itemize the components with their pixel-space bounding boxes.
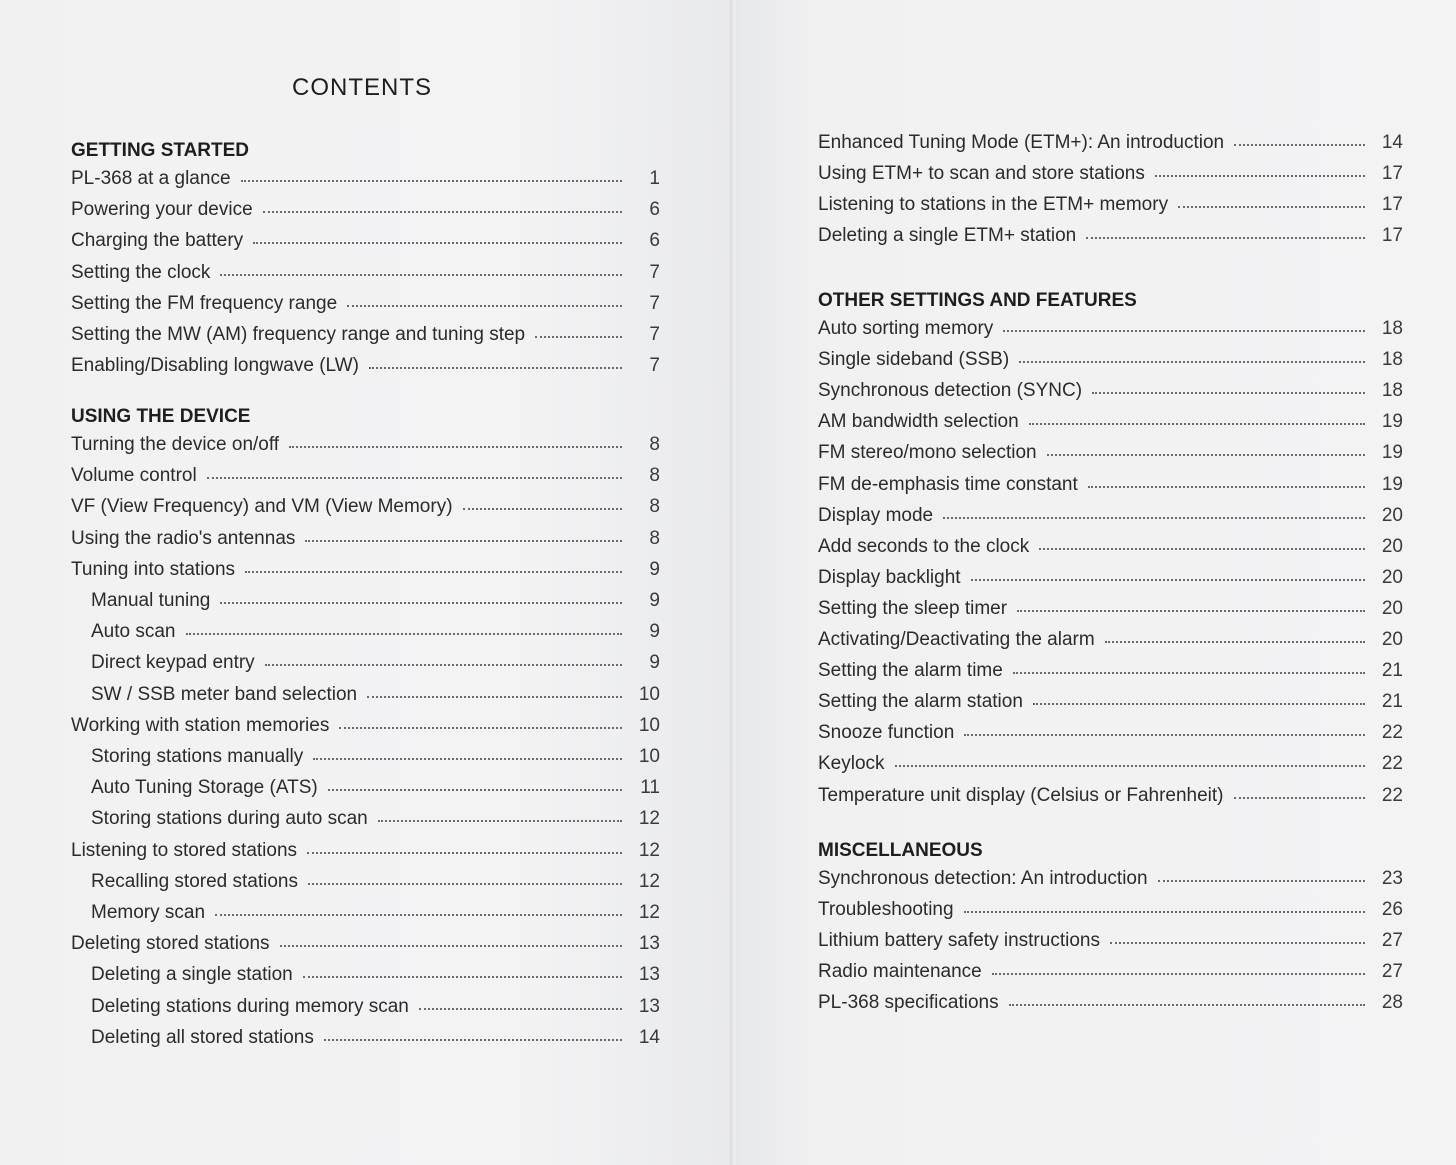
toc-entry[interactable] xyxy=(818,567,1403,595)
dot-leader xyxy=(313,756,622,760)
toc-entry-title: Setting the FM frequency range xyxy=(71,292,338,314)
toc-entry-title: Display mode xyxy=(818,504,934,526)
toc-page-number: 12 xyxy=(638,808,660,830)
toc-page-number: 19 xyxy=(1381,473,1403,495)
toc-page-number: 9 xyxy=(649,652,660,674)
toc-page-number: 20 xyxy=(1381,566,1403,588)
toc-page-number: 14 xyxy=(1381,132,1403,153)
toc-page-number: 12 xyxy=(638,902,660,923)
dot-leader xyxy=(289,444,622,448)
section-heading: OTHER SETTINGS AND FEATURES xyxy=(818,290,1137,311)
toc-entry[interactable] xyxy=(818,629,1403,657)
section-heading: MISCELLANEOUS xyxy=(818,840,983,861)
toc-page-number: 14 xyxy=(638,1026,660,1048)
toc-entry-title: SW / SSB meter band selection xyxy=(91,683,358,705)
toc-page-number: 8 xyxy=(649,527,660,549)
dot-leader xyxy=(1155,173,1365,177)
dot-leader xyxy=(265,662,622,666)
toc-entry[interactable] xyxy=(91,964,660,992)
toc-entry-title: Auto sorting memory xyxy=(818,318,994,339)
dot-leader xyxy=(1178,204,1365,208)
dot-leader xyxy=(1003,328,1365,332)
toc-entry[interactable] xyxy=(818,194,1403,222)
dot-leader xyxy=(1105,639,1365,643)
dot-leader xyxy=(207,475,622,479)
toc-entry[interactable] xyxy=(818,163,1403,191)
toc-page-number: 20 xyxy=(1381,629,1403,650)
dot-leader xyxy=(215,912,622,916)
toc-entry[interactable] xyxy=(71,230,660,258)
toc-page-number: 17 xyxy=(1381,194,1403,216)
toc-page-number: 8 xyxy=(649,434,660,455)
dot-leader xyxy=(241,178,622,182)
dot-leader xyxy=(1110,940,1365,944)
toc-entry-title: Storing stations during auto scan xyxy=(91,808,368,830)
toc-entry-title: Powering your device xyxy=(71,199,253,221)
toc-page-number: 13 xyxy=(638,933,660,955)
toc-entry-title: Deleting a single station xyxy=(91,964,293,986)
toc-entry[interactable] xyxy=(818,753,1403,781)
toc-entry-title: VF (View Frequency) and VM (View Memory) xyxy=(71,496,453,518)
toc-entry[interactable] xyxy=(818,442,1403,470)
toc-entry-title: Listening to stored stations xyxy=(71,839,298,861)
toc-page-number: 8 xyxy=(649,496,660,518)
toc-page-number: 7 xyxy=(649,324,660,345)
dot-leader xyxy=(339,725,622,729)
toc-page-number: 26 xyxy=(1381,899,1403,921)
dot-leader xyxy=(1234,795,1365,799)
dot-leader xyxy=(253,240,622,244)
toc-entry[interactable] xyxy=(91,902,660,930)
dot-leader xyxy=(1039,546,1365,550)
section-heading: USING THE DEVICE xyxy=(71,406,251,427)
toc-entry[interactable] xyxy=(818,411,1403,439)
toc-entry-title: Setting the sleep timer xyxy=(818,597,1008,619)
toc-entry-title: Auto Tuning Storage (ATS) xyxy=(91,777,318,799)
toc-entry[interactable] xyxy=(71,168,660,196)
toc-page-number: 17 xyxy=(1381,163,1403,185)
dot-leader xyxy=(992,971,1365,975)
toc-page-number: 1 xyxy=(649,168,660,189)
toc-entry[interactable] xyxy=(91,652,660,680)
toc-page-number: 9 xyxy=(649,590,660,611)
toc-entry-title: Display backlight xyxy=(818,566,961,588)
dot-leader xyxy=(1013,670,1365,674)
toc-page-number: 13 xyxy=(638,964,660,986)
toc-entry-title: Enabling/Disabling longwave (LW) xyxy=(71,355,359,377)
toc-page-number: 19 xyxy=(1381,442,1403,464)
toc-entry-title: Setting the alarm time xyxy=(818,660,1003,682)
toc-entry[interactable] xyxy=(818,992,1403,1020)
dot-leader xyxy=(303,974,622,978)
dot-leader xyxy=(1234,142,1365,146)
toc-entry[interactable] xyxy=(71,465,660,493)
toc-entry[interactable] xyxy=(91,808,660,836)
dot-leader xyxy=(378,818,622,822)
dot-leader xyxy=(186,631,623,635)
toc-page-number: 18 xyxy=(1381,318,1403,339)
toc-page-number: 10 xyxy=(638,683,660,705)
toc-entry-title: Deleting stations during memory scan xyxy=(91,995,409,1017)
toc-entry-title: Troubleshooting xyxy=(818,899,954,921)
toc-entry[interactable] xyxy=(818,691,1403,719)
toc-page-number: 27 xyxy=(1381,930,1403,952)
toc-page-number: 22 xyxy=(1381,784,1403,806)
toc-entry-title: Add seconds to the clock xyxy=(818,535,1030,557)
toc-entry-title: Volume control xyxy=(71,465,197,487)
toc-page-number: 7 xyxy=(649,261,660,283)
toc-entry-title: Setting the clock xyxy=(71,261,211,283)
toc-entry[interactable] xyxy=(71,324,660,352)
toc-entry[interactable] xyxy=(818,474,1403,502)
toc-entry[interactable] xyxy=(818,225,1403,253)
dot-leader xyxy=(535,334,622,338)
toc-entry-title: Deleting a single ETM+ station xyxy=(818,225,1077,247)
dot-leader xyxy=(1047,452,1365,456)
toc-page-number: 11 xyxy=(640,777,660,799)
toc-entry[interactable] xyxy=(818,899,1403,927)
toc-page-number: 10 xyxy=(638,746,660,767)
dot-leader xyxy=(419,1006,622,1010)
toc-entry[interactable] xyxy=(91,746,660,774)
dot-leader xyxy=(971,577,1365,581)
toc-page-number: 7 xyxy=(649,355,660,377)
toc-entry-title: Working with station memories xyxy=(71,714,330,736)
dot-leader xyxy=(1088,484,1365,488)
dot-leader xyxy=(463,506,622,510)
toc-entry-title: Setting the alarm station xyxy=(818,691,1023,713)
toc-entry[interactable] xyxy=(818,318,1403,346)
toc-entry[interactable] xyxy=(71,933,660,961)
dot-leader xyxy=(1019,359,1365,363)
dot-leader xyxy=(263,209,622,213)
dot-leader xyxy=(220,600,622,604)
toc-entry-title: Deleting stored stations xyxy=(71,933,270,955)
right-page xyxy=(738,0,1456,1165)
toc-page-number: 28 xyxy=(1381,992,1403,1014)
toc-entry-title: Lithium battery safety instructions xyxy=(818,930,1100,952)
toc-entry[interactable] xyxy=(818,598,1403,626)
dot-leader xyxy=(964,732,1365,736)
toc-entry[interactable] xyxy=(818,349,1403,377)
toc-page-number: 9 xyxy=(649,621,660,643)
toc-entry-title: Manual tuning xyxy=(91,590,211,611)
toc-page-number: 22 xyxy=(1381,753,1403,775)
dot-leader xyxy=(895,763,1365,767)
toc-page-number: 19 xyxy=(1381,411,1403,433)
toc-entry-title: Auto scan xyxy=(91,621,176,643)
toc-page-number: 20 xyxy=(1381,535,1403,557)
toc-page-number: 18 xyxy=(1381,349,1403,371)
toc-page-number: 6 xyxy=(649,199,660,221)
dot-leader xyxy=(964,909,1365,913)
dot-leader xyxy=(367,694,622,698)
toc-entry[interactable] xyxy=(91,1027,660,1055)
page-title: CONTENTS xyxy=(292,74,432,101)
toc-entry-title: Temperature unit display (Celsius or Fahrenheit) xyxy=(818,784,1224,806)
toc-entry[interactable] xyxy=(71,434,660,462)
dot-leader xyxy=(1158,878,1365,882)
dot-leader xyxy=(347,303,622,307)
dot-leader xyxy=(220,272,622,276)
toc-entry[interactable] xyxy=(91,996,660,1024)
dot-leader xyxy=(1033,701,1365,705)
toc-page-number: 8 xyxy=(649,465,660,487)
dot-leader xyxy=(1086,235,1365,239)
toc-entry[interactable] xyxy=(91,871,660,899)
section-heading: GETTING STARTED xyxy=(71,140,250,161)
toc-entry-title: Listening to stations in the ETM+ memory xyxy=(818,194,1169,216)
toc-page-number: 13 xyxy=(638,995,660,1017)
toc-page-number: 7 xyxy=(649,292,660,314)
toc-entry-title: FM stereo/mono selection xyxy=(818,442,1037,464)
toc-entry-title: Using ETM+ to scan and store stations xyxy=(818,163,1145,185)
toc-entry[interactable] xyxy=(71,293,660,321)
toc-entry[interactable] xyxy=(71,262,660,290)
toc-page-number: 17 xyxy=(1381,225,1403,247)
toc-entry[interactable] xyxy=(818,132,1403,160)
toc-entry[interactable] xyxy=(71,528,660,556)
toc-entry[interactable] xyxy=(818,505,1403,533)
toc-entry[interactable] xyxy=(91,621,660,649)
toc-entry-title: Radio maintenance xyxy=(818,961,982,983)
toc-page-number: 27 xyxy=(1381,961,1403,983)
toc-entry-title: Activating/Deactivating the alarm xyxy=(818,629,1095,650)
toc-entry-title: Charging the battery xyxy=(71,230,244,252)
dot-leader xyxy=(1017,608,1365,612)
dot-leader xyxy=(1092,390,1365,394)
toc-entry-title: Using the radio's antennas xyxy=(71,527,296,549)
toc-entry[interactable] xyxy=(71,715,660,743)
toc-entry-title: Keylock xyxy=(818,753,885,775)
dot-leader xyxy=(280,943,622,947)
book-gutter xyxy=(730,0,738,1165)
toc-page-number: 23 xyxy=(1381,868,1403,889)
toc-entry-title: FM de-emphasis time constant xyxy=(818,473,1078,495)
toc-entry-title: Memory scan xyxy=(91,902,206,923)
toc-page-number: 22 xyxy=(1381,722,1403,744)
toc-entry-title: Snooze function xyxy=(818,722,955,744)
toc-entry[interactable] xyxy=(71,199,660,227)
toc-entry-title: PL-368 at a glance xyxy=(71,168,231,189)
toc-entry[interactable] xyxy=(818,868,1403,896)
toc-entry[interactable] xyxy=(71,840,660,868)
toc-entry-title: Setting the MW (AM) frequency range and tuning step xyxy=(71,324,526,345)
toc-entry[interactable] xyxy=(818,660,1403,688)
toc-entry[interactable] xyxy=(71,355,660,383)
toc-entry-title: Tuning into stations xyxy=(71,558,236,580)
toc-entry-title: Synchronous detection: An introduction xyxy=(818,868,1148,889)
toc-entry[interactable] xyxy=(91,590,660,618)
toc-entry-title: Synchronous detection (SYNC) xyxy=(818,380,1083,402)
dot-leader xyxy=(245,569,622,573)
dot-leader xyxy=(308,881,622,885)
toc-entry-title: Single sideband (SSB) xyxy=(818,349,1010,371)
toc-entry-title: Storing stations manually xyxy=(91,746,304,767)
dot-leader xyxy=(1009,1002,1365,1006)
toc-entry-title: Deleting all stored stations xyxy=(91,1026,314,1048)
toc-entry[interactable] xyxy=(91,777,660,805)
toc-entry[interactable] xyxy=(71,496,660,524)
toc-entry[interactable] xyxy=(71,559,660,587)
toc-page-number: 21 xyxy=(1381,660,1403,682)
toc-entry[interactable] xyxy=(818,722,1403,750)
toc-entry-title: Recalling stored stations xyxy=(91,870,298,892)
dot-leader xyxy=(1029,421,1365,425)
dot-leader xyxy=(943,515,1365,519)
toc-page-number: 21 xyxy=(1381,691,1403,713)
toc-page-number: 18 xyxy=(1381,380,1403,402)
toc-entry-title: Direct keypad entry xyxy=(91,652,255,674)
dot-leader xyxy=(328,787,622,791)
toc-entry[interactable] xyxy=(818,536,1403,564)
toc-page-number: 20 xyxy=(1381,504,1403,526)
toc-entry-title: Turning the device on/off xyxy=(71,434,280,455)
toc-entry[interactable] xyxy=(818,961,1403,989)
toc-page-number: 20 xyxy=(1381,597,1403,619)
toc-page-number: 12 xyxy=(638,870,660,892)
toc-page-number: 6 xyxy=(649,230,660,252)
toc-page-number: 10 xyxy=(638,714,660,736)
dot-leader xyxy=(324,1037,622,1041)
toc-entry-title: AM bandwidth selection xyxy=(818,411,1019,433)
toc-page-number: 12 xyxy=(638,839,660,861)
dot-leader xyxy=(369,365,622,369)
toc-page-number: 9 xyxy=(649,558,660,580)
toc-entry[interactable] xyxy=(91,684,660,712)
dot-leader xyxy=(305,538,622,542)
toc-entry[interactable] xyxy=(818,380,1403,408)
toc-entry-title: PL-368 specifications xyxy=(818,992,999,1014)
toc-entry-title: Enhanced Tuning Mode (ETM+): An introduction xyxy=(818,132,1225,153)
toc-entry[interactable] xyxy=(818,785,1403,813)
toc-entry[interactable] xyxy=(818,930,1403,958)
dot-leader xyxy=(307,850,622,854)
